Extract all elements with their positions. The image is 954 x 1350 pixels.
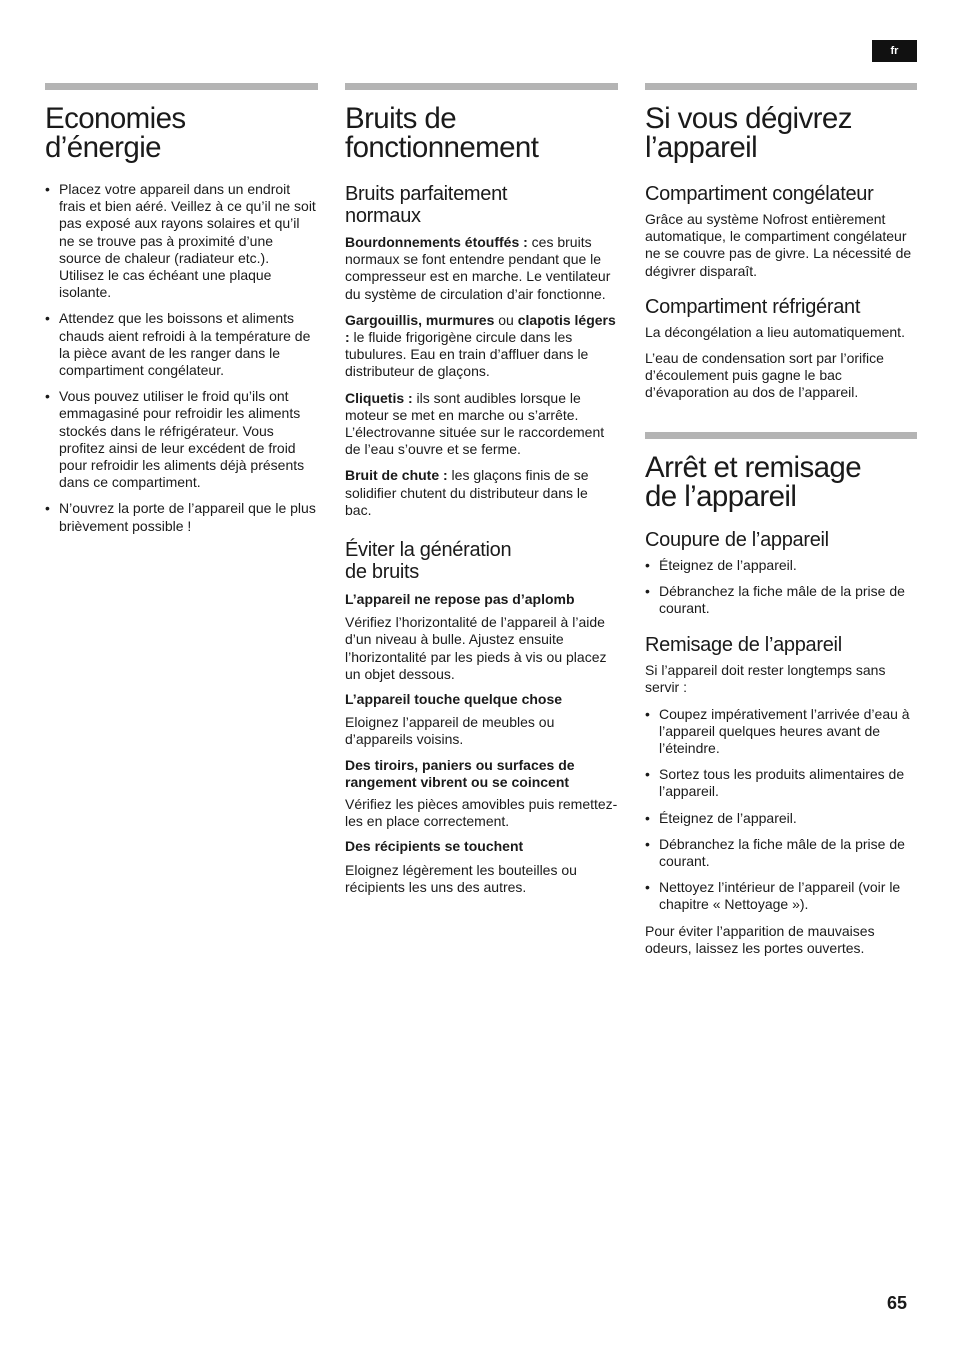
section-rule [45, 83, 318, 90]
list-item: • Attendez que les boissons et aliments chauds aient refroidi à la température de la pièce avant de les ranger dans le compartiment congélateur. [45, 310, 318, 379]
list-item: • Éteignez de l’appareil. [645, 557, 917, 574]
list-item: • Éteignez de l’appareil. [645, 810, 917, 827]
heading-storage: Remisage de l’appareil [645, 634, 842, 657]
heading-fridge: Compartiment réfrigérant [645, 295, 861, 318]
list-item: • Débranchez la fiche mâle de la prise de courant. [645, 836, 917, 870]
paragraph-storage-intro: Si l’appareil doit rester longtemps sans servir : [645, 662, 886, 696]
list-item: • Placez votre appareil dans un endroit frais et bien aéré. Veillez à ce qu’il ne soit pas exposé aux rayons solaires et qu’il ne se trouve pas à proximité d’une source de chaleur (radiateur etc.). Utilisez le cas échéant une plaque isolante. [45, 181, 318, 301]
heading-normal-noises: Bruits parfaitement normaux [345, 183, 508, 227]
desc-clicking: ils sont audibles lorsque le moteur se met en marche ou s’arrête. L’électrovanne située sur le raccordement de l’eau s’ouvre et se ferme. [345, 389, 605, 458]
subheading-vibrating: Des tiroirs, paniers ou surfaces de rangement vibrent ou se coincent [345, 756, 575, 790]
storage-list [645, 706, 917, 914]
paragraph-falling [345, 467, 618, 519]
title-shutdown: Arrêt et remisage de l’appareil [645, 450, 862, 513]
desc-humming: ces bruits normaux se font entendre pendant que le compresseur est en marche. Le ventilateur du système de circulation d’air fonctionne. [345, 234, 611, 302]
column-defrost-shutdown [645, 83, 917, 957]
subheading-touching: L’appareil touche quelque chose [345, 691, 563, 708]
paragraph-clicking [345, 390, 618, 459]
heading-switch-off: Coupure de l’appareil [645, 528, 829, 551]
list-item: • Nettoyez l’intérieur de l’appareil (voir le chapitre « Nettoyage »). [645, 879, 917, 913]
list-item: • Vous pouvez utiliser le froid qu’ils ont emmagasiné pour refroidir les aliments stockés dans le réfrigérateur. Vous profitez ainsi de leur excédent de froid pour refroidir les aliments déjà présents dans ce compartiment. [45, 388, 318, 491]
section-rule [345, 83, 618, 90]
desc-falling: les glaçons finis de se solidifier chutent du distributeur dans le bac. [345, 467, 589, 518]
list-item: • Sortez tous les produits alimentaires de l’appareil. [645, 766, 917, 800]
paragraph-not-level: Vérifiez l’horizontalité de l’appareil à l’aide d’un niveau à bulle. Ajustez ensuite l’horizontalité par les pieds à vis ou placez un objet dessous. [345, 614, 607, 682]
language-tag: fr [872, 40, 917, 62]
paragraph-touching: Eloignez l’appareil de meubles ou d’appareils voisins. [345, 714, 555, 748]
paragraph-fridge-1: La décongélation a lieu automatiquement. [645, 323, 905, 340]
term-gurgling: Gargouillis, murmures [345, 311, 495, 328]
heading-avoid-noises: Éviter la génération de bruits [345, 539, 512, 584]
section-rule [645, 83, 917, 90]
desc-gurgling: le fluide frigorigène circule dans les tubulures. Eau en train d’affluer dans le distributeur de glaçons. [345, 329, 589, 380]
paragraph-vibrating: Vérifiez les pièces amovibles puis remettez-les en place correctement. [345, 796, 618, 830]
paragraph-containers: Eloignez légèrement les bouteilles ou récipients les uns des autres. [345, 861, 577, 895]
connector-text: ou [494, 311, 518, 328]
energy-tips-list [45, 181, 318, 535]
column-operating-noises [345, 83, 618, 896]
title-operating-noises: Bruits de fonctionnement [345, 102, 539, 164]
term-humming: Bourdonnements étouffés : [345, 234, 528, 250]
paragraph-gurgling [345, 312, 618, 381]
paragraph-storage-outro: Pour éviter l’apparition de mauvaises odeurs, laissez les portes ouvertes. [645, 922, 875, 956]
paragraph-fridge-2: L’eau de condensation sort par l’orifice d’écoulement puis gagne le bac d’évaporation au dos de l’appareil. [645, 350, 884, 401]
subheading-not-level: L’appareil ne repose pas d’aplomb [345, 591, 575, 608]
page-number: 65 [886, 1293, 907, 1313]
column-energy-saving [45, 83, 318, 535]
paragraph-freezer: Grâce au système Nofrost entièrement automatique, le compartiment congélateur ne se couvre pas de givre. La nécessité de dégivrer disparaît. [645, 211, 912, 279]
switch-off-list [645, 557, 917, 618]
section-rule [645, 432, 917, 439]
title-energy-saving: Economies d’énergie [45, 102, 186, 164]
list-item: • Coupez impérativement l’arrivée d’eau à l’appareil quelques heures avant de l’éteindre. [645, 706, 917, 758]
paragraph-humming [345, 234, 618, 303]
title-defrost: Si vous dégivrez l’appareil [645, 102, 852, 164]
term-splashing: clapotis légers : [345, 311, 616, 346]
term-clicking: Cliquetis : [345, 389, 413, 406]
heading-freezer: Compartiment congélateur [645, 183, 874, 205]
list-item: • Débranchez la fiche mâle de la prise de courant. [645, 583, 917, 617]
term-falling: Bruit de chute : [345, 467, 448, 484]
subheading-containers: Des récipients se touchent [345, 838, 524, 855]
list-item: • N’ouvrez la porte de l’appareil que le plus brièvement possible ! [45, 500, 318, 534]
